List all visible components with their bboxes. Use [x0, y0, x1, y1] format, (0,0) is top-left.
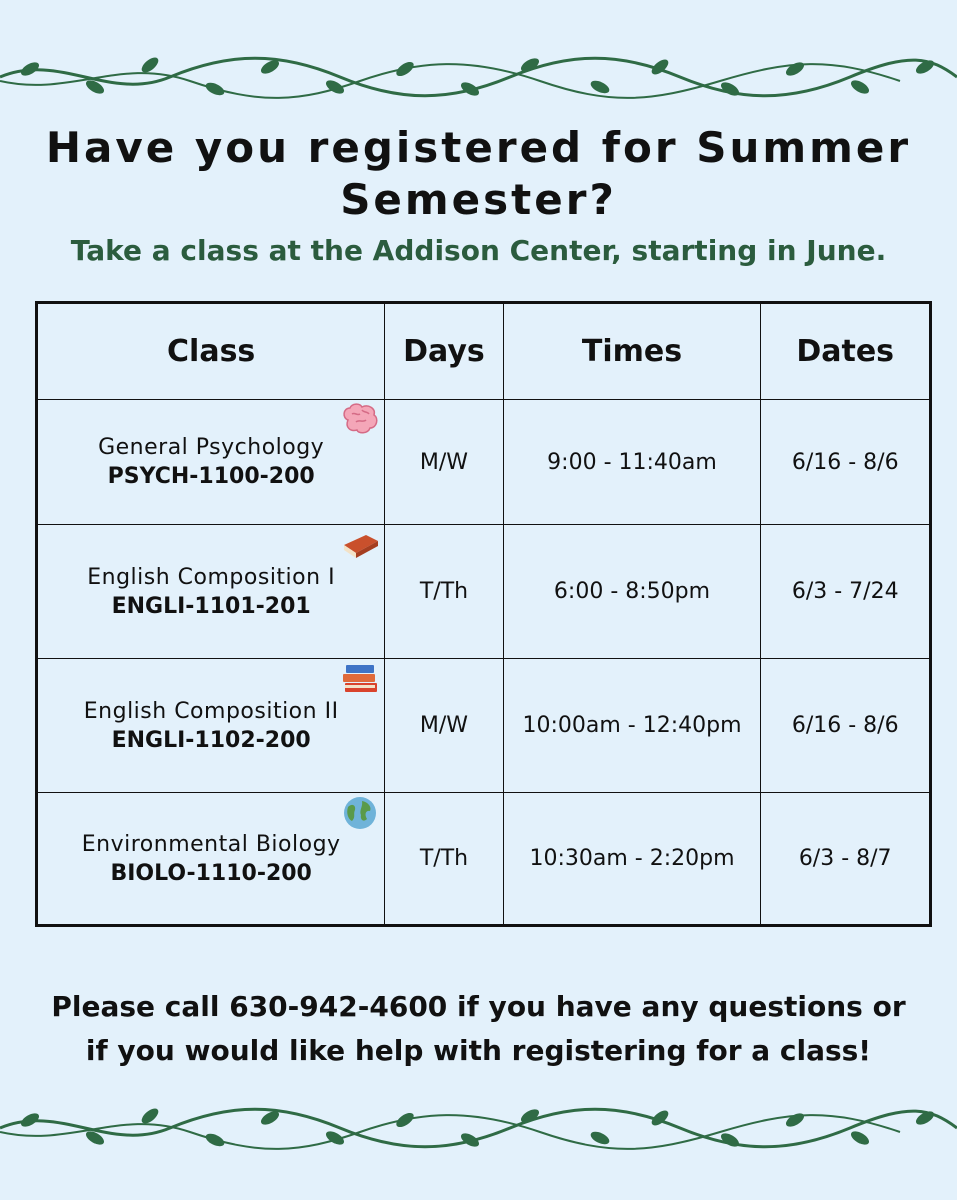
dates-cell: 6/3 - 8/7	[761, 793, 931, 926]
globe-icon	[340, 795, 380, 831]
class-schedule-table	[35, 301, 932, 927]
dates-cell: 6/3 - 7/24	[761, 525, 931, 659]
days-cell: M/W	[385, 400, 503, 525]
times-cell: 9:00 - 11:40am	[503, 400, 761, 525]
books-stack-icon	[340, 661, 380, 697]
class-cell	[37, 400, 385, 525]
times-cell: 10:30am - 2:20pm	[503, 793, 761, 926]
table-row	[37, 793, 931, 926]
course-name: English Composition II	[83, 698, 339, 724]
table-row	[37, 659, 931, 793]
times-cell: 6:00 - 8:50pm	[503, 525, 761, 659]
course-code: BIOLO-1110-200	[110, 860, 312, 886]
course-code: ENGLI-1102-200	[111, 727, 311, 753]
vine-border-bottom-icon	[0, 1098, 957, 1158]
table-header-row	[37, 303, 931, 400]
contact-message	[0, 985, 957, 1073]
page-title: Have you registered for Summer Semester?	[45, 123, 912, 224]
header-times: Times	[503, 303, 761, 400]
header-class: Class	[37, 303, 385, 400]
contact-line-1: Please call 630-942-4600 if you have any questions or	[51, 990, 906, 1023]
header-dates: Dates	[761, 303, 931, 400]
book-icon	[340, 527, 380, 563]
contact-line-2: if you would like help with registering for a class!	[85, 1034, 872, 1067]
days-cell: T/Th	[385, 525, 503, 659]
course-code: PSYCH-1100-200	[107, 464, 315, 489]
class-cell	[37, 659, 385, 793]
table-row	[37, 525, 931, 659]
course-name: General Psychology	[98, 435, 325, 460]
brain-icon	[340, 402, 380, 438]
page-subtitle: Take a class at the Addison Center, starting in June.	[70, 234, 887, 267]
course-code: ENGLI-1101-201	[111, 593, 311, 619]
days-cell: T/Th	[385, 793, 503, 926]
dates-cell: 6/16 - 8/6	[761, 659, 931, 793]
days-cell: M/W	[385, 659, 503, 793]
course-name: Environmental Biology	[81, 831, 341, 857]
dates-cell: 6/16 - 8/6	[761, 400, 931, 525]
times-cell: 10:00am - 12:40pm	[503, 659, 761, 793]
class-cell	[37, 793, 385, 926]
vine-border-top-icon	[0, 47, 957, 107]
class-cell	[37, 525, 385, 659]
table-row	[37, 400, 931, 525]
header-days: Days	[385, 303, 503, 400]
course-name: English Composition I	[87, 564, 336, 590]
